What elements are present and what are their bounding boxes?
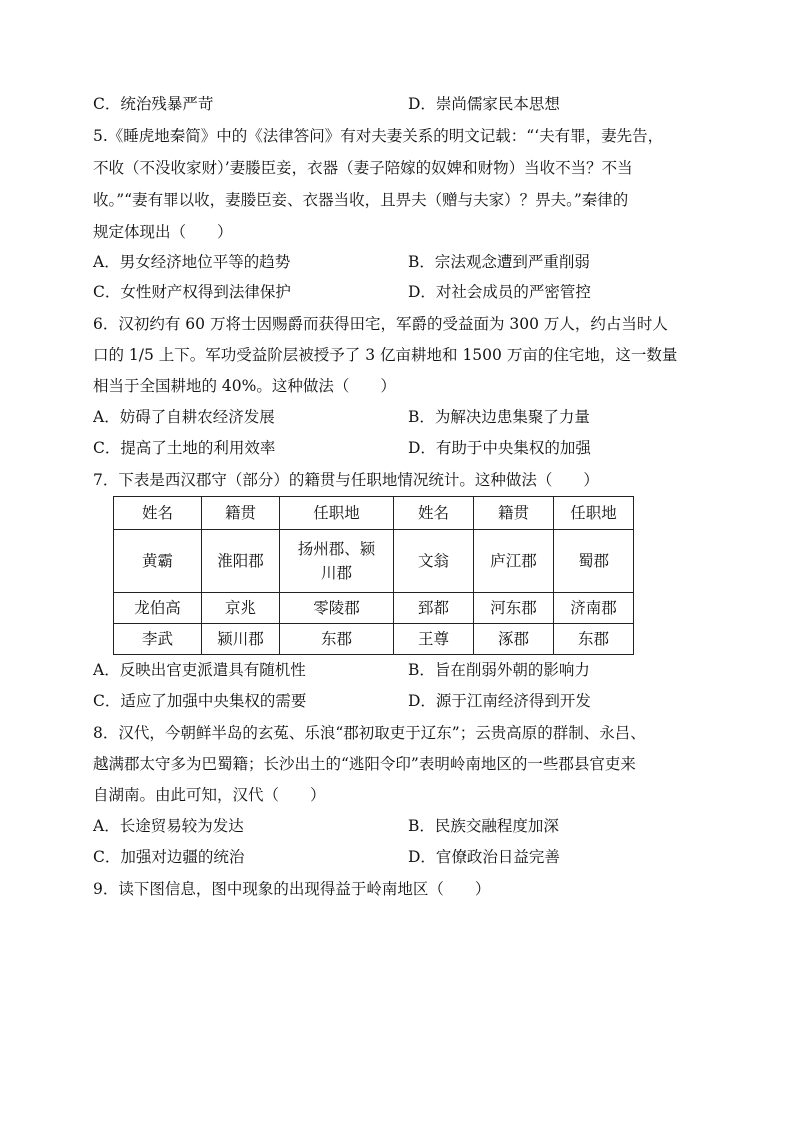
table-cell: 涿郡 [474,624,554,655]
q5-stem-line-1: 5.《睡虎地秦简》中的《法律答问》有对夫妻关系的明文记载：“‘夫有罪，妻先告， [93,127,664,145]
table-cell: 零陵郡 [280,593,394,624]
table-header-cell: 任职地 [280,497,394,530]
q4-option-c: C．统治残暴严苛 [93,95,214,113]
q8-stem-line-1: 8．汉代，今朝鲜半岛的玄菟、乐浪“郡初取吏于辽东”；云贵高原的群制、永吕、 [93,724,646,742]
q7-option-b: B．旨在削弱外朝的影响力 [408,661,590,679]
q7-stem: 7．下表是西汉郡守（部分）的籍贯与任职地情况统计。这种做法（ ） [93,471,599,489]
q6-option-d: D．有助于中央集权的加强 [408,439,591,457]
q7-option-a: A．反映出官吏派遣具有随机性 [93,661,306,679]
q5-option-b: B．宗法观念遭到严重削弱 [408,253,590,271]
q4-option-d: D．崇尚儒家民本思想 [408,95,560,113]
table-header-cell: 姓名 [114,497,202,530]
q5-option-d: D．对社会成员的严密管控 [408,283,591,301]
table-cell: 济南郡 [554,593,634,624]
table-cell: 龙伯高 [114,593,202,624]
q5-stem-line-2: 不收（不没收家财）’妻媵臣妾，衣器（妻子陪嫁的奴婢和财物）当收不当？不当 [93,159,633,177]
q8-stem-line-3: 自湖南。由此可知，汉代（ ） [93,786,326,804]
table-cell: 黄霸 [114,530,202,593]
table-cell: 东郡 [554,624,634,655]
q5-option-c: C．女性财产权得到法律保护 [93,283,291,301]
q6-option-a: A．妨碍了自耕农经济发展 [93,408,275,426]
q8-option-c: C．加强对边疆的统治 [93,848,245,866]
q5-stem-line-3: 收。”“妻有罪以收，妻媵臣妾、衣器当收，且畀夫（赠与夫家）？畀夫。”秦律的 [93,191,629,209]
table-row [114,593,634,624]
table-header-cell: 籍贯 [202,497,280,530]
table-cell: 淮阳郡 [202,530,280,593]
table-cell: 文翁 [394,530,474,593]
table-cell: 王尊 [394,624,474,655]
q8-option-a: A．长途贸易较为发达 [93,817,244,835]
table-header-cell: 姓名 [394,497,474,530]
q6-stem-line-2: 口的 1/5 上下。军功受益阶层被授予了 3 亿亩耕地和 1500 万亩的住宅地，这一数量 [93,346,678,364]
table-cell: 颍川郡 [202,624,280,655]
q8-stem-line-2: 越满郡太守多为巴蜀籍；长沙出土的“逃阳令印”表明岭南地区的一些郡县官吏来 [93,755,636,773]
table-cell: 庐江郡 [474,530,554,593]
table-row [114,530,634,593]
table-cell: 京兆 [202,593,280,624]
q7-data-table [113,496,634,655]
q9-stem: 9．读下图信息，图中现象的出现得益于岭南地区（ ） [93,880,491,898]
table-row [114,624,634,655]
table-cell: 蜀郡 [554,530,634,593]
q6-option-c: C．提高了土地的利用效率 [93,439,276,457]
table-cell: 河东郡 [474,593,554,624]
q7-option-c: C．适应了加强中央集权的需要 [93,692,307,710]
q5-option-a: A．男女经济地位平等的趋势 [93,253,291,271]
table-cell: 扬州郡、颍川郡 [280,530,394,593]
q6-stem-line-3: 相当于全国耕地的 40%。这种做法（ ） [93,377,396,395]
table-cell: 李武 [114,624,202,655]
q5-stem-line-4: 规定体现出（ ） [93,223,233,241]
table-header-cell: 籍贯 [474,497,554,530]
q8-option-d: D．官僚政治日益完善 [408,848,560,866]
table-header-row [114,497,634,530]
table-header-cell: 任职地 [554,497,634,530]
table-cell: 郅都 [394,593,474,624]
q8-option-b: B．民族交融程度加深 [408,817,559,835]
q7-option-d: D．源于江南经济得到开发 [408,692,591,710]
table-cell: 东郡 [280,624,394,655]
q6-stem-line-1: 6．汉初约有 60 万将士因赐爵而获得田宅，军爵的受益面为 300 万人，约占当时人 [93,315,668,333]
q6-option-b: B．为解决边患集聚了力量 [408,408,590,426]
